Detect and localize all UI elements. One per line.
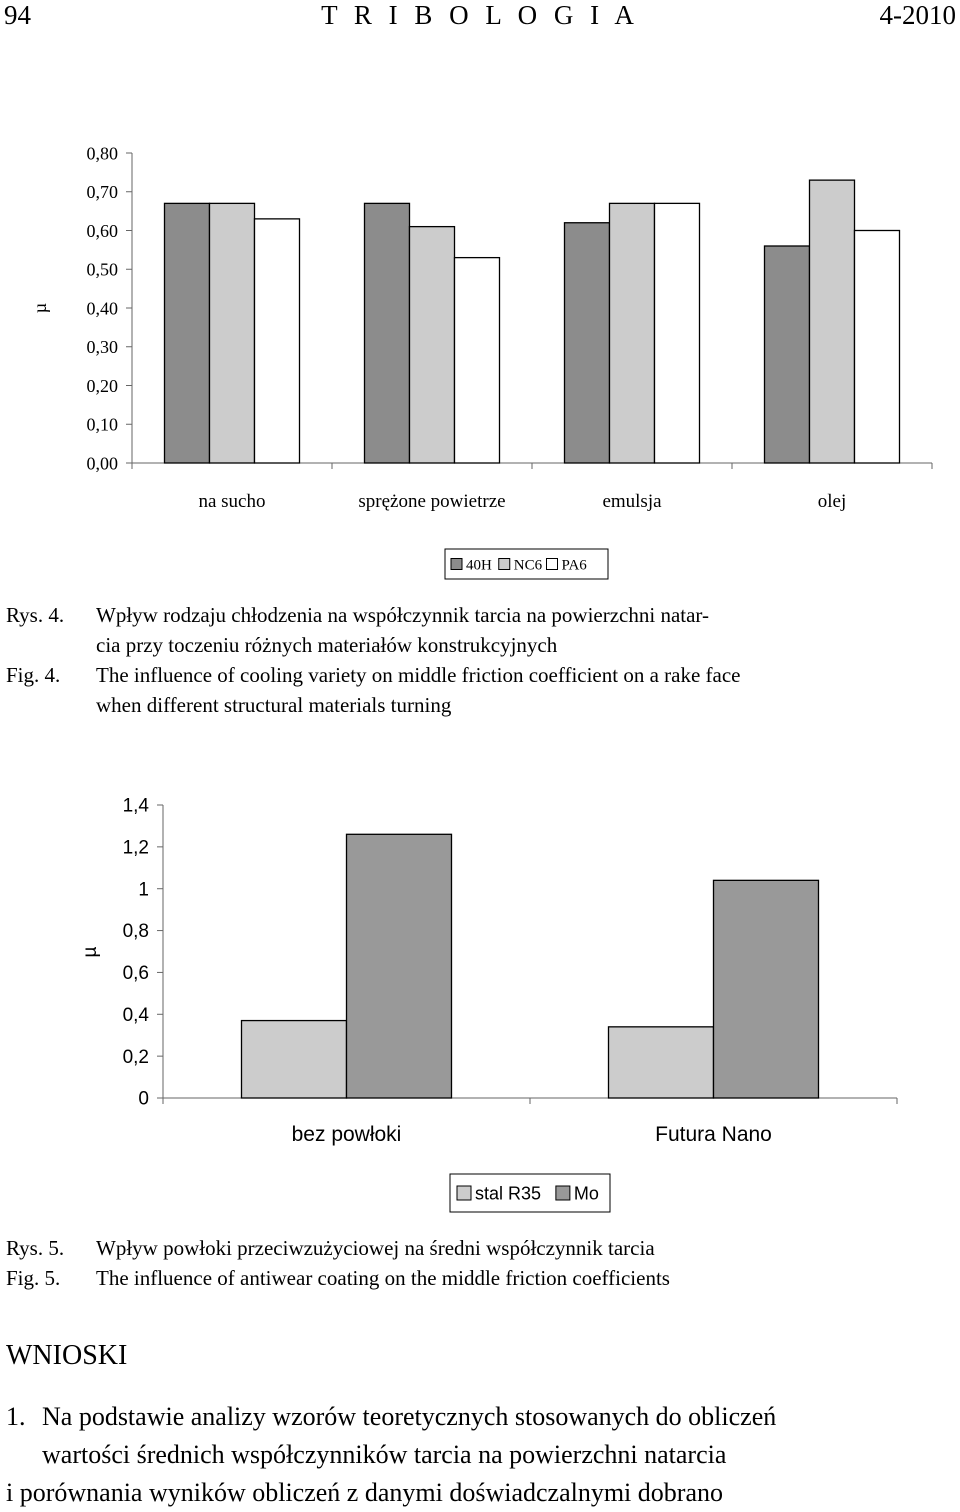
bar [365,203,410,463]
y-tick-label: 0,4 [122,1004,149,1026]
x-tick-label: sprężone powietrze [358,491,506,512]
bar [242,1021,347,1098]
figure-5-label-pl: Rys. 5. [6,1236,65,1260]
bar [765,246,810,463]
bar [810,180,855,463]
conclusion-paragraph [6,1398,956,1512]
y-tick-label: 0 [138,1088,149,1110]
figure-4-chart [0,0,960,590]
y-tick-label: 0,30 [86,337,118,358]
bar [210,203,255,463]
bar [855,231,900,464]
y-tick-label: 0,6 [122,963,149,985]
y-tick-label: 0,70 [86,182,118,203]
y-tick-label: 0,40 [86,298,118,319]
bar [610,203,655,463]
bar [655,203,700,463]
bar [165,203,210,463]
issue-number: 4-2010 [879,0,956,30]
paragraph-number: 1. [6,1402,26,1431]
figure-4-caption-pl-line2: cia przy toczeniu różnych materiałów konstrukcyjnych [96,633,558,657]
figure-4-caption-en-line1: The influence of cooling variety on middle friction coefficient on a rake face [96,663,741,687]
legend-swatch [457,1186,471,1200]
figure-4-caption-pl-line1: Wpływ rodzaju chłodzenia na współczynnik tarcia na powierzchni natar- [96,603,709,627]
x-tick-label: Futura Nano [655,1123,772,1146]
y-tick-label: 1,4 [122,795,149,817]
bar [714,880,819,1098]
y-tick-label: 0,00 [86,453,118,474]
figure-5-caption-en-line1: The influence of antiwear coating on the middle friction coefficients [96,1266,670,1290]
figure-5-caption [6,1233,956,1293]
x-tick-label: bez powłoki [291,1123,402,1146]
bar [455,258,500,463]
figure-5-label-en: Fig. 5. [6,1266,61,1290]
figure-4-caption-en-line2: when different structural materials turning [96,693,452,717]
bar [565,223,610,463]
y-tick-label: 0,20 [86,375,118,396]
legend-swatch [499,559,510,570]
y-tick-label: 1 [138,879,149,901]
legend-label: NC6 [513,557,543,574]
legend-swatch [451,559,462,570]
x-tick-label: olej [817,491,847,512]
paragraph-line: Na podstawie analizy wzorów teoretycznych stosowanych do obliczeń [42,1402,777,1431]
y-tick-label: 0,8 [122,921,149,943]
legend-label: Mo [573,1183,599,1204]
paragraph-line: wartości średnich współczynników tarcia na powierzchni natarcia [42,1440,727,1469]
paragraph-line: i porównania wyników obliczeń z danymi doświadczalnymi dobrano [6,1478,723,1507]
bar [410,227,455,463]
legend-label: 40H [466,557,492,574]
legend-label: PA6 [561,557,587,574]
y-axis-label: µ [30,302,50,314]
x-tick-label: na sucho [198,491,266,512]
bar [347,834,452,1098]
figure-4-label-en: Fig. 4. [6,663,61,687]
bar [609,1027,714,1098]
y-tick-label: 1,2 [122,837,149,859]
legend-swatch [556,1186,570,1200]
y-axis-label: µ [80,946,101,958]
figure-5-caption-pl-line1: Wpływ powłoki przeciwzużyciowej na średni współczynnik tarcia [96,1236,655,1260]
legend-label: stal R35 [475,1183,542,1204]
y-tick-label: 0,60 [86,220,118,241]
figure-4-label-pl: Rys. 4. [6,603,65,627]
y-tick-label: 0,2 [122,1046,149,1068]
legend-swatch [547,559,558,570]
y-tick-label: 0,50 [86,259,118,280]
section-title: WNIOSKI [6,1340,128,1371]
y-tick-label: 0,80 [86,143,118,164]
figure-5-chart [0,760,960,1220]
x-tick-label: emulsja [602,491,662,512]
bar [255,219,300,463]
page-number: 94 [4,0,31,30]
figure-4-caption [6,600,956,720]
journal-title: T R I B O L O G I A [321,0,639,30]
y-tick-label: 0,10 [86,414,118,435]
